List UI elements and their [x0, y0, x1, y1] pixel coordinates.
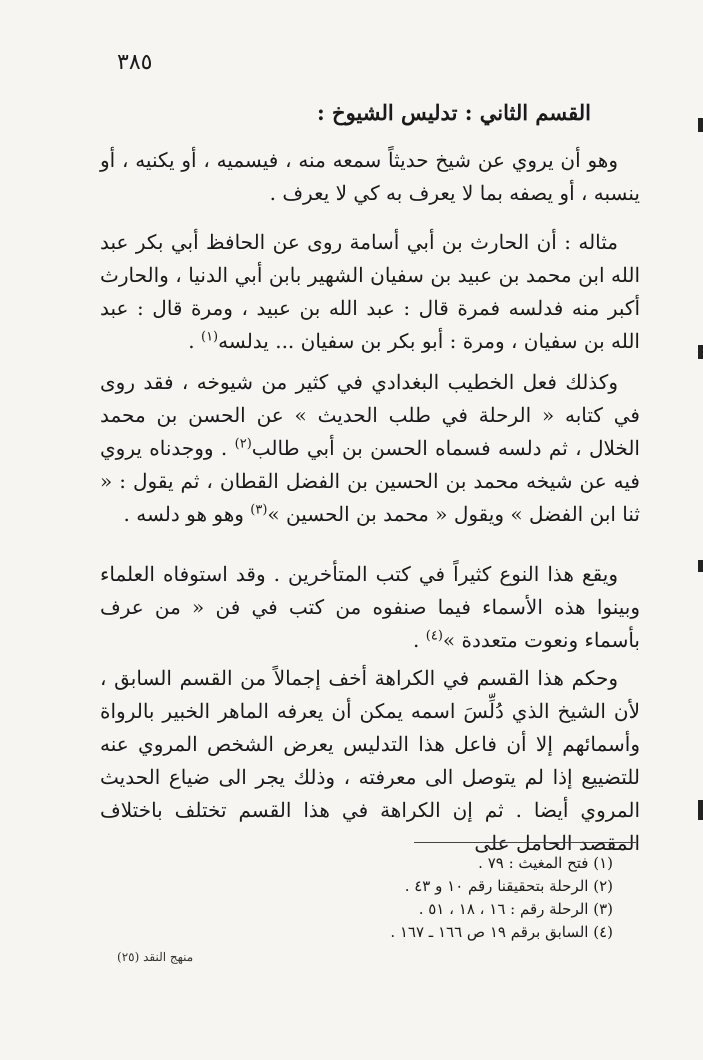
paragraph-ruling	[100, 662, 640, 860]
paragraph-text-end: .	[413, 628, 426, 652]
scan-edge-mark	[698, 345, 703, 359]
paragraph-text-end: وهو هو دلسه .	[123, 502, 251, 526]
paragraph-text: . ووجدناه يروي فيه عن شيخه محمد بن الحسين بن الفضل القطان ، ثم يقول : « ثنا ابن الفضل » ويقول « محمد بن الحسين »	[100, 436, 640, 526]
paragraph-text: وكذلك فعل الخطيب البغدادي في كثير من شيوخه ، فقد روى في كتابه « الرحلة في طلب الحديث » عن الحسن بن محمد الخلال ، ثم دلسه فسماه الحسن بن أبي طالب	[100, 370, 640, 460]
footnote-ref: (٣)	[250, 502, 268, 518]
paragraph-text: وهو أن يروي عن شيخ حديثاً سمعه منه ، فيسميه ، أو يكنيه ، أو ينسبه ، أو يصفه بما لا يعرف به كي لا يعرف .	[100, 148, 640, 205]
footnote-3: (٣) الرحلة رقم : ١٦ ، ١٨ ، ٥١ .	[418, 900, 613, 918]
paragraph-text: مثاله : أن الحارث بن أبي أسامة روى عن الحافظ أبي بكر عبد الله ابن محمد بن عبيد بن سفيان الشهير بابن أبي الدنيا ، والحارث أكبر منه فدلسه فمرة قال : عبد الله بن عبيد ، ومرة قال : عبد الله بن سفيان ، ومرة : أبو بكر بن سفيان ... يدلسه	[100, 230, 640, 353]
paragraph-occurrence	[100, 558, 640, 657]
page-number: ٣٨٥	[117, 50, 153, 75]
footnote-divider	[414, 842, 636, 843]
footnote-2: (٢) الرحلة بتحقيقنا رقم ١٠ و ٤٣ .	[404, 877, 613, 895]
scan-edge-mark	[698, 800, 703, 820]
section-title: القسم الثاني : تدليس الشيوخ :	[316, 100, 591, 125]
scan-edge-mark	[698, 118, 703, 132]
footnote-1: (١) فتح المغيث : ٧٩ .	[478, 854, 613, 872]
paragraph-khatib	[100, 366, 640, 531]
paragraph-text: ويقع هذا النوع كثيراً في كتب المتأخرين . وقد استوفاه العلماء وبينوا هذه الأسماء فيما صنفوه من كتب في فن « من عرف بأسماء ونعوت متعددة »	[100, 562, 640, 652]
paragraph-example	[100, 226, 640, 358]
footnote-4: (٤) السابق برقم ١٩ ص ١٦٦ ـ ١٦٧ .	[390, 923, 613, 941]
paragraph-text-end: .	[188, 329, 201, 353]
paragraph-text: وحكم هذا القسم في الكراهة أخف إجمالاً من القسم السابق ، لأن الشيخ الذي دُلِّسَ اسمه يمكن أن يعرفه الماهر الخبير بالرواة وأسمائهم إلا أن فاعل هذا التدليس يعرض الشخص المروي عنه للتضييع إذا لم يتوصل الى معرفته ، وذلك يجر الى ضياع الحديث المروي أيضا . ثم إن الكراهة في هذا القسم تختلف باختلاف المقصد الحامل على	[100, 666, 640, 855]
scan-edge-mark	[698, 560, 703, 572]
footnote-ref: (١)	[200, 329, 219, 345]
footnote-ref: (٤)	[425, 628, 443, 644]
footnote-ref: (٢)	[234, 436, 252, 452]
paragraph-definition	[100, 144, 640, 210]
footnotes	[213, 852, 613, 944]
book-signature: منهج النقد (٢٥)	[117, 950, 194, 964]
